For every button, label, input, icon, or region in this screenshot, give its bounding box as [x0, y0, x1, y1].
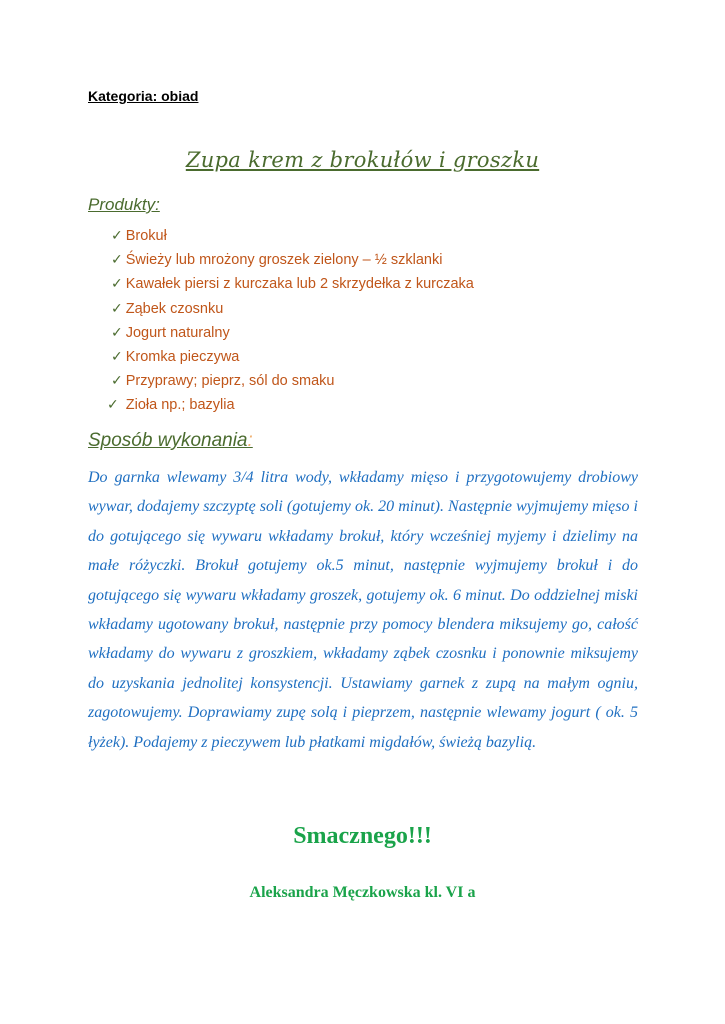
ingredient-item [111, 325, 474, 349]
ingredients-list [107, 228, 474, 422]
method-heading-label: Sposób wykonania [88, 430, 248, 451]
method-paragraph: Do garnka wlewamy 3/4 litra wody, wkładamy mięso i przygotowujemy drobiowy wywar, dodajemy szczyptę soli (gotujemy ok. 20 minut). Następnie wyjmujemy mięso i do gotującego się wywaru wkładamy brokuł, który wcześniej myjemy i dzielimy na małe różyczki. Brokuł gotujemy ok.5 minut, następnie wyjmujemy brokuł i do gotującego się wywaru wkładamy groszek, gotujemy ok. 6 minut. Do oddzielnej miski wkładamy ugotowany brokuł, następnie przy pomocy blendera miksujemy go, całość wkładamy do wywaru z groszkiem, wkładamy ząbek czosnku i ponownie miksujemy do uzyskania jednolitej konsystencji. Ustawiamy garnek z zupą na małym ogniu, zagotowujemy. Doprawiamy zupę solą i pieprzem, następnie wlewamy jogurt ( ok. 5 łyżek). Podajemy z pieczywem lub płatkami migdałów, świeżą bazylią. [88, 469, 638, 751]
products-heading: Produkty: [88, 195, 160, 214]
checkmark-icon: ✓ [111, 324, 123, 341]
ingredient-item [111, 276, 474, 300]
category-label: Kategoria: obiad [88, 88, 199, 104]
ingredient-item [111, 252, 474, 276]
ingredient-label: Ząbek czosnku [125, 300, 224, 317]
ingredient-label: Kromka pieczywa [125, 348, 240, 365]
ingredient-label: Brokuł [125, 228, 167, 244]
ingredient-label: Kawałek piersi z kurczaka lub 2 skrzydełka z kurczaka [125, 276, 474, 293]
checkmark-icon: ✓ [107, 397, 119, 414]
checkmark-icon: ✓ [111, 228, 123, 244]
ingredient-label: Przyprawy; pieprz, sól do smaku [125, 373, 335, 390]
method-heading-colon: : [247, 430, 253, 451]
ingredient-item [111, 349, 474, 373]
ingredient-item [111, 301, 474, 325]
ingredient-item [107, 397, 474, 421]
ingredient-item [111, 228, 474, 252]
recipe-title: Zupa krem z brokułów i groszku [185, 148, 540, 172]
ingredient-label: Zioła np.; bazylia [125, 397, 235, 414]
ingredient-item [111, 373, 474, 397]
checkmark-icon: ✓ [111, 348, 123, 365]
checkmark-icon: ✓ [111, 276, 123, 293]
author-credit: Aleksandra Męczkowska kl. VI a [249, 884, 476, 901]
checkmark-icon: ✓ [111, 373, 123, 390]
method-heading [88, 430, 253, 452]
checkmark-icon: ✓ [111, 300, 123, 317]
ingredient-label: Świeży lub mrożony groszek zielony – ½ szklanki [125, 252, 443, 269]
ingredient-label: Jogurt naturalny [125, 324, 230, 341]
closing-greeting: Smacznego!!! [293, 823, 432, 849]
checkmark-icon: ✓ [111, 252, 123, 269]
